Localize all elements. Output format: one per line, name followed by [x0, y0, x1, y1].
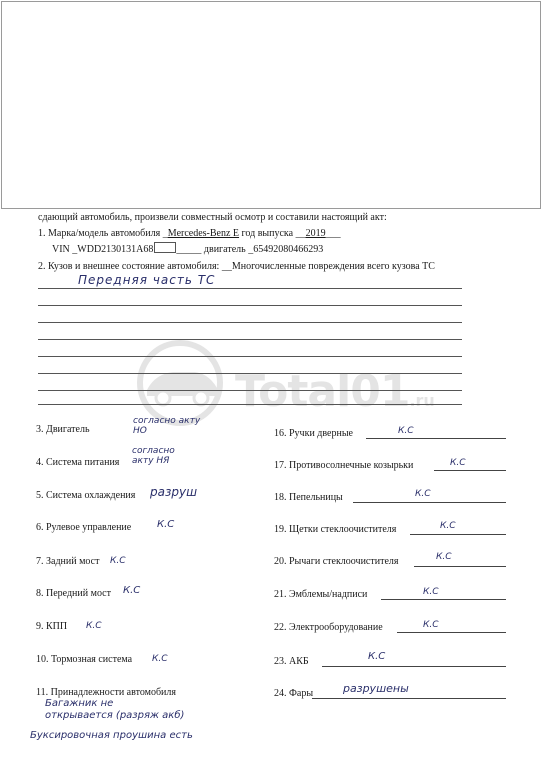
right-item-17-hand: К.С: [450, 458, 466, 468]
item-2-body-condition: 2. Кузов и внешнее состояние автомобиля: __Многочисленные повреждения всего кузова ТС: [38, 261, 435, 272]
left-item-3-hand: согласно акту НО: [133, 416, 201, 436]
body-rule-4: [38, 339, 462, 340]
right-item-21: 21. Эмблемы/надписи: [274, 589, 368, 600]
right-item-23-line: [322, 666, 506, 667]
body-rule-6: [38, 373, 462, 374]
body-rule-3: [38, 322, 462, 323]
right-item-21-line: [381, 599, 506, 600]
right-item-16: 16. Ручки дверные: [274, 428, 353, 439]
left-item-7: 7. Задний мост: [36, 556, 100, 567]
right-item-20-line: [414, 566, 506, 567]
right-item-24-hand: разрушены: [343, 682, 409, 695]
engine-value: 65492080466293: [253, 244, 324, 255]
right-item-23-hand: К.С: [368, 651, 386, 662]
body-handwritten-note: Передняя часть ТС: [78, 273, 216, 287]
left-item-5-hand: разруш: [150, 485, 198, 499]
body-rule-7: [38, 390, 462, 391]
left-item-10: 10. Тормозная система: [36, 654, 133, 665]
right-item-22-hand: К.С: [423, 620, 439, 630]
right-item-18: 18. Пепельницы: [274, 492, 343, 503]
intro-line: сдающий автомобиль, произвели совместный осмотр и составили настоящий акт:: [38, 212, 387, 223]
right-item-24-line: [312, 698, 506, 699]
body-rule-5: [38, 356, 462, 357]
right-item-19-line: [410, 534, 506, 535]
left-item-4: 4. Система питания: [36, 457, 120, 468]
left-item-9: 9. КПП: [36, 621, 68, 632]
right-item-20: 20. Рычаги стеклоочистителя: [274, 556, 399, 567]
right-item-19-hand: К.С: [440, 521, 456, 531]
right-item-20-hand: К.С: [436, 552, 452, 562]
right-item-22-line: [397, 632, 506, 633]
year-value: 2019: [305, 228, 326, 239]
watermark-text: Total01.ru: [235, 366, 435, 417]
left-item-5: 5. Система охлаждения: [36, 490, 136, 501]
body-rule-1: [38, 288, 462, 289]
right-item-18-hand: К.С: [415, 489, 431, 499]
body-rule-2: [38, 305, 462, 306]
left-item-10-hand: К.С: [152, 654, 168, 664]
right-item-16-hand: К.С: [398, 426, 414, 436]
accessories-note-2: открывается (разряж акб): [45, 710, 185, 721]
left-item-3: 3. Двигатель: [36, 424, 90, 435]
left-item-7-hand: К.С: [110, 556, 126, 566]
right-item-22: 22. Электрооборудование: [274, 622, 383, 633]
car-logo-icon: [125, 338, 235, 428]
left-item-8-hand: К.С: [123, 585, 141, 596]
left-item-9-hand: К.С: [86, 621, 102, 631]
right-item-17-line: [434, 470, 506, 471]
right-item-24: 24. Фары: [274, 688, 314, 699]
watermark: [125, 338, 435, 428]
vin-value: WDD2130131A68: [77, 244, 154, 255]
accessories-note-1: Багажник не: [45, 698, 114, 709]
vin-redaction-box: [154, 242, 176, 253]
right-item-17: 17. Противосолнечные козырьки: [274, 460, 414, 471]
right-item-19: 19. Щетки стеклоочистителя: [274, 524, 397, 535]
right-item-18-line: [353, 502, 506, 503]
accessories-note-3: Буксировочная проушина есть: [30, 730, 193, 741]
item-1-brand-model: 1. Марка/модель автомобиля _Mercedes-Benz E год выпуска __2019___: [38, 228, 341, 239]
vin-engine-line: VIN _WDD2130131A68 _____ двигатель _65492080466293: [52, 244, 324, 255]
left-item-4-hand: согласно акту НЯ: [132, 446, 175, 466]
left-item-11: 11. Принадлежности автомобиля: [36, 687, 176, 698]
right-item-16-line: [366, 438, 506, 439]
redacted-header-area: [1, 1, 541, 209]
right-item-23: 23. АКБ: [274, 656, 309, 667]
left-item-8: 8. Передний мост: [36, 588, 111, 599]
right-item-21-hand: К.С: [423, 587, 439, 597]
body-rule-8: [38, 404, 462, 405]
model-value: Mercedes-Benz E: [167, 228, 240, 239]
left-item-6: 6. Рулевое управление: [36, 522, 132, 533]
left-item-6-hand: К.С: [157, 519, 175, 530]
